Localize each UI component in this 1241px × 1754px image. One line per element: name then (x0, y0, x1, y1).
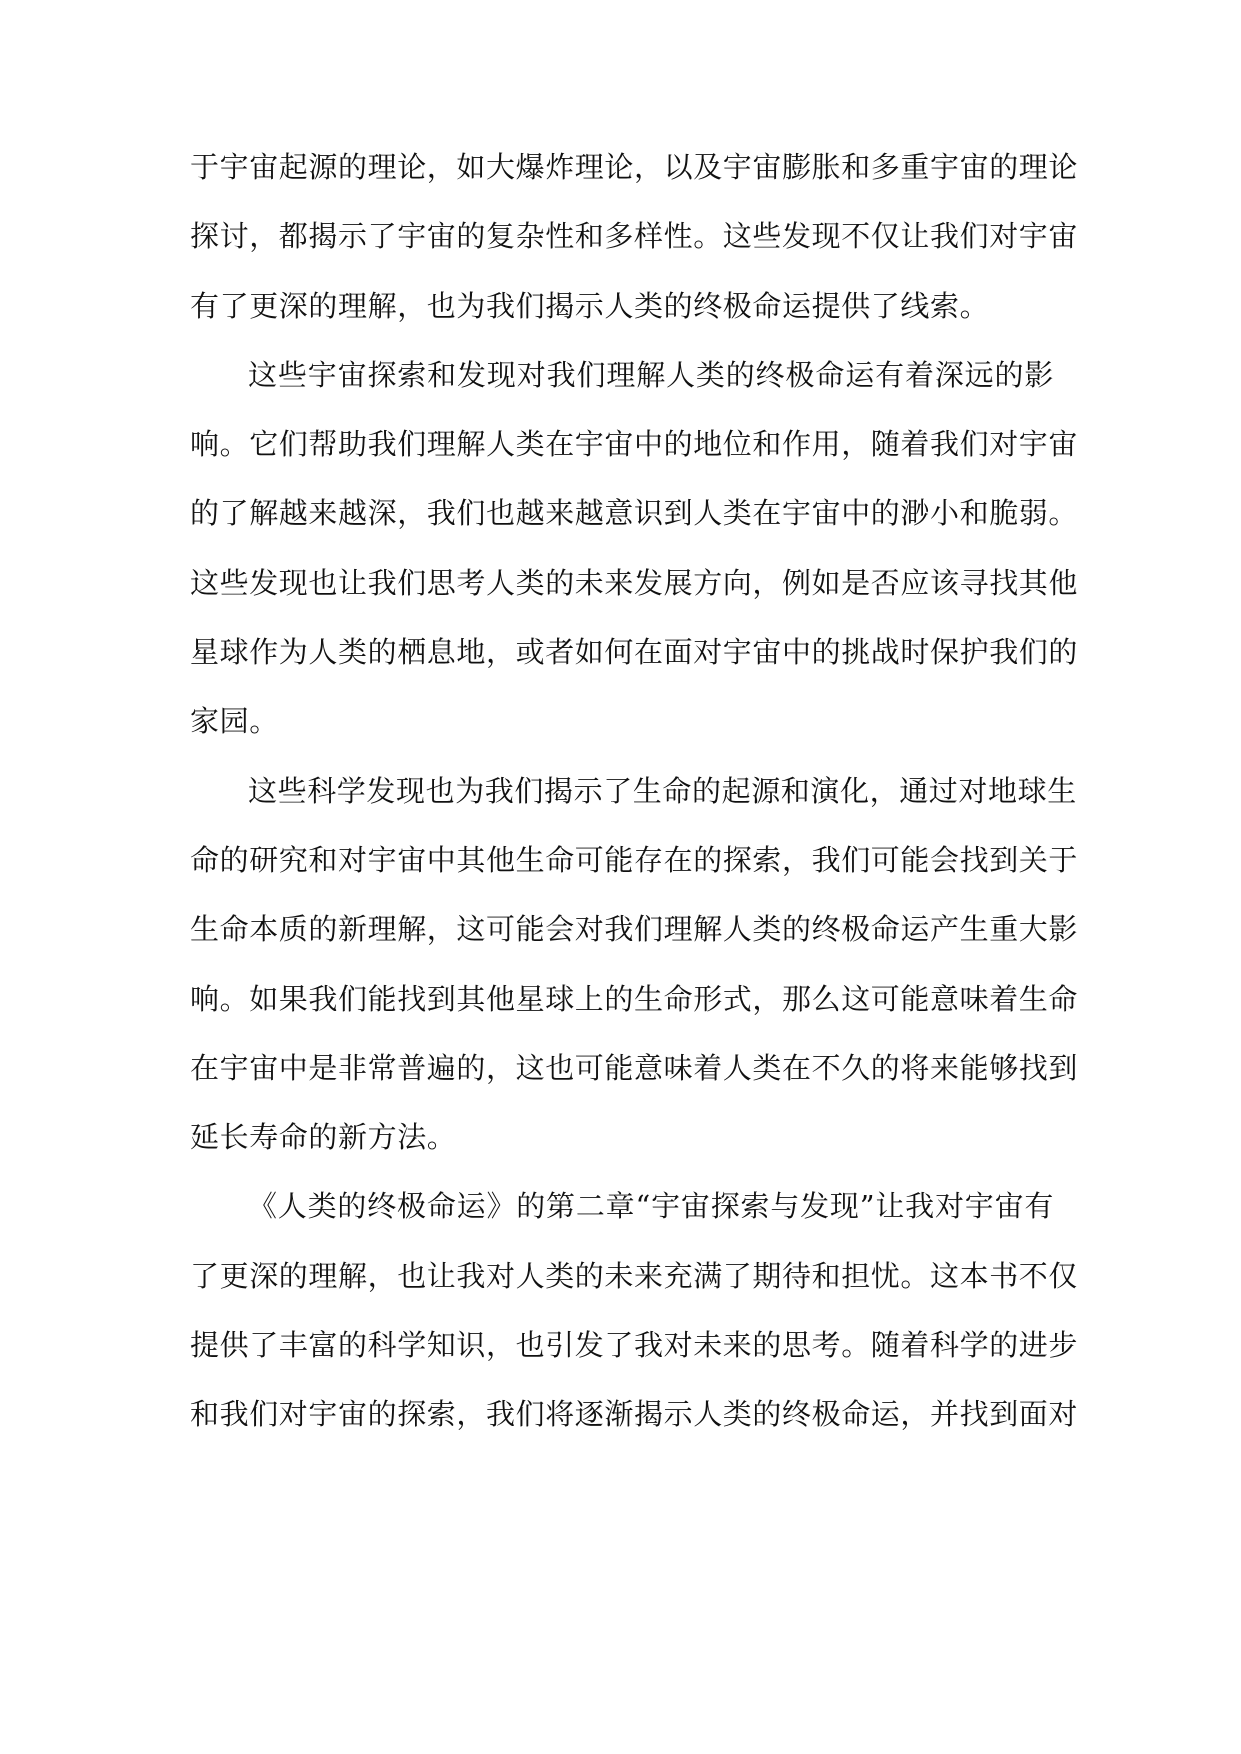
text-line: 响。如果我们能找到其他星球上的生命形式，那么这可能意味着生命 (190, 981, 1079, 1016)
text-line: 响。它们帮助我们理解人类在宇宙中的地位和作用，随着我们对宇宙 (190, 427, 1079, 462)
text-line: 生命本质的新理解，这可能会对我们理解人类的终极命运产生重大影 (190, 912, 1079, 947)
paragraph-first-line: 《人类的终极命运》的第二章“宇宙探索与发现”让我对宇宙有 (248, 1189, 1054, 1224)
paragraph-first-line: 这些科学发现也为我们揭示了生命的起源和演化，通过对地球生 (248, 773, 1077, 808)
text-line: 星球作为人类的栖息地，或者如何在面对宇宙中的挑战时保护我们的 (190, 635, 1079, 670)
text-line: 和我们对宇宙的探索，我们将逐渐揭示人类的终极命运，并找到面对 (190, 1397, 1079, 1432)
text-line: 于宇宙起源的理论，如大爆炸理论，以及宇宙膨胀和多重宇宙的理论 (190, 150, 1079, 184)
text-line: 命的研究和对宇宙中其他生命可能存在的探索，我们可能会找到关于 (190, 842, 1079, 877)
text-line: 延长寿命的新方法。 (190, 1120, 457, 1155)
text-line: 探讨，都揭示了宇宙的复杂性和多样性。这些发现不仅让我们对宇宙 (190, 219, 1079, 254)
body-text (190, 148, 1079, 1465)
text-line: 了更深的理解，也让我对人类的未来充满了期待和担忧。这本书不仅 (190, 1258, 1079, 1293)
text-line: 有了更深的理解，也为我们揭示人类的终极命运提供了线索。 (190, 288, 990, 323)
text-line: 家园。 (190, 704, 279, 739)
paragraph-first-line: 这些宇宙探索和发现对我们理解人类的终极命运有着深远的影 (248, 357, 1054, 392)
text-line: 在宇宙中是非常普遍的，这也可能意味着人类在不久的将来能够找到 (190, 1050, 1079, 1085)
text-line: 这些发现也让我们思考人类的未来发展方向，例如是否应该寻找其他 (190, 565, 1079, 600)
text-line: 的了解越来越深，我们也越来越意识到人类在宇宙中的渺小和脆弱。 (190, 496, 1079, 531)
text-line: 提供了丰富的科学知识，也引发了我对未来的思考。随着科学的进步 (190, 1328, 1079, 1363)
